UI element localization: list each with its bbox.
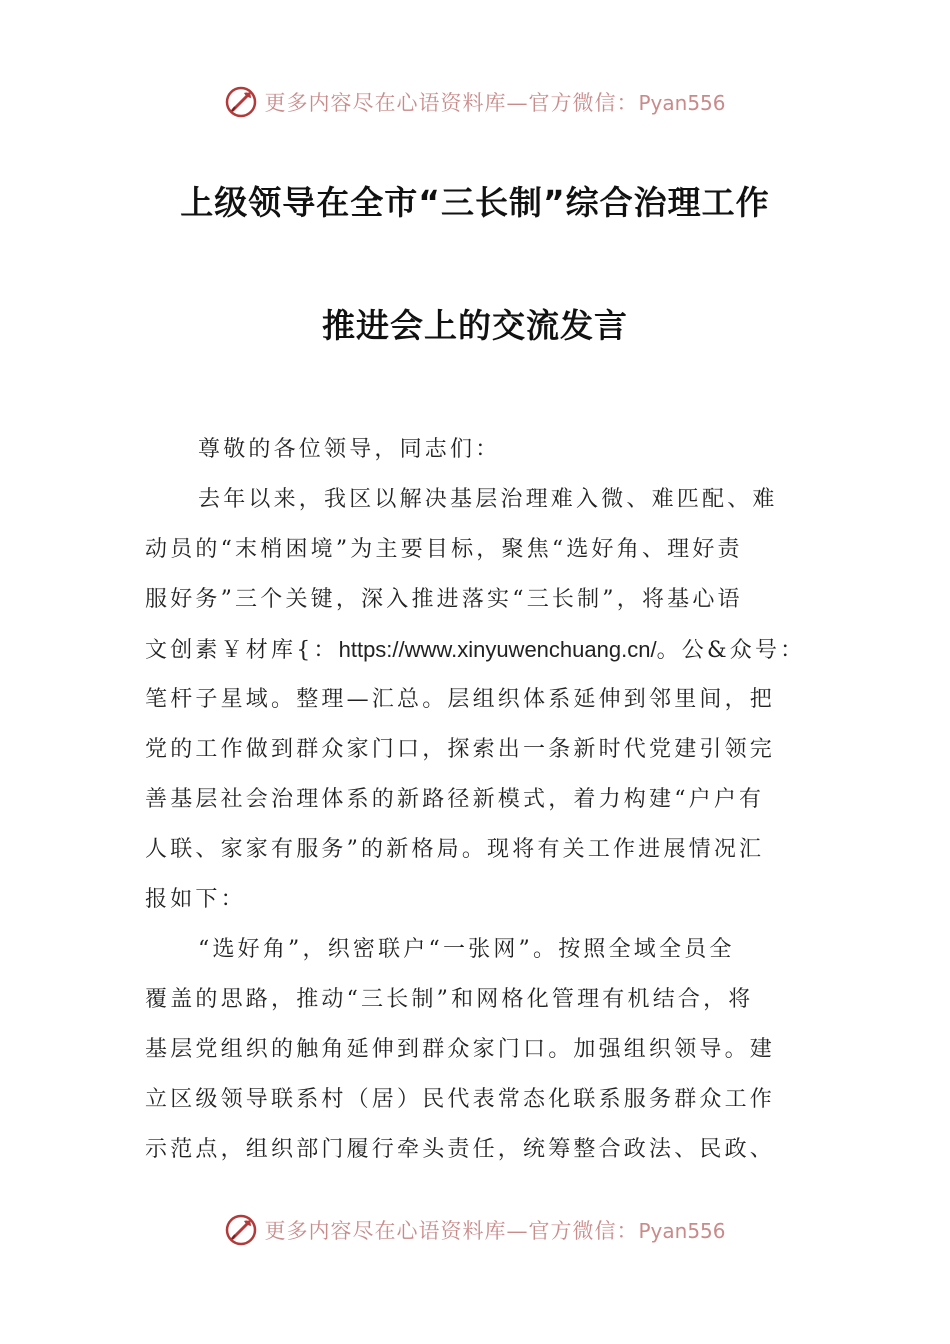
quill-logo-icon: [224, 1213, 258, 1247]
document-title-line-1: 上级领导在全市“三长制”综合治理工作: [180, 183, 770, 222]
paragraph-line: 报如下：: [145, 887, 246, 912]
footer-watermark-banner: [0, 1208, 950, 1252]
paragraph-line: 覆盖的思路，推动“三长制”和网格化管理有机结合，将: [145, 987, 754, 1012]
paragraph-line: 立区级领导联系村（居）民代表常态化联系服务群众工作: [145, 1087, 776, 1112]
paragraph-1: [145, 475, 810, 925]
header-wechat-id: Pyan556: [638, 91, 726, 115]
paragraph-line: 笔杆子星域。整理—汇总。层组织体系延伸到邻里间，把: [145, 687, 776, 712]
paragraph-line: 去年以来，我区以解决基层治理难入微、难匹配、难: [198, 487, 778, 512]
quill-logo-icon: [224, 85, 258, 119]
salutation: 尊敬的各位领导，同志们：: [198, 437, 501, 462]
paragraph-line: 人联、家家有服务”的新格局。现将有关工作进展情况汇: [145, 837, 765, 862]
paragraph-line: 服好务”三个关键，深入推进落实“三长制”，将基心语: [145, 587, 743, 612]
paragraph-line: “选好角”，织密联户“一张网”。按照全域全员全: [198, 937, 735, 962]
paragraph-2: [145, 925, 810, 1175]
footer-banner-text: 更多内容尽在心语资料库—官方微信：Pyan556: [264, 1219, 726, 1243]
website-url-text: https://www.xinyuwenchuang.cn/: [338, 637, 657, 662]
paragraph-line: 善基层社会治理体系的新路径新模式，着力构建“户户有: [145, 787, 765, 812]
paragraph-line: 党的工作做到群众家门口，探索出一条新时代党建引领完: [145, 737, 776, 762]
paragraph-line: 基层党组织的触角延伸到群众家门口。加强组织领导。建: [145, 1037, 776, 1062]
document-title-line-2: 推进会上的交流发言: [322, 306, 628, 345]
footer-wechat-id: Pyan556: [638, 1219, 726, 1243]
header-banner-text: 更多内容尽在心语资料库—官方微信：Pyan556: [264, 91, 726, 115]
paragraph-line: 示范点，组织部门履行牵头责任，统筹整合政法、民政、: [145, 1137, 776, 1162]
paragraph-line: 动员的“末梢困境”为主要目标，聚焦“选好角、理好责: [145, 537, 743, 562]
header-watermark-banner: [0, 80, 950, 124]
paragraph-line-with-url: 文创素￥材库{：https://www.xinyuwenchuang.cn/。公&众号：: [145, 637, 806, 663]
